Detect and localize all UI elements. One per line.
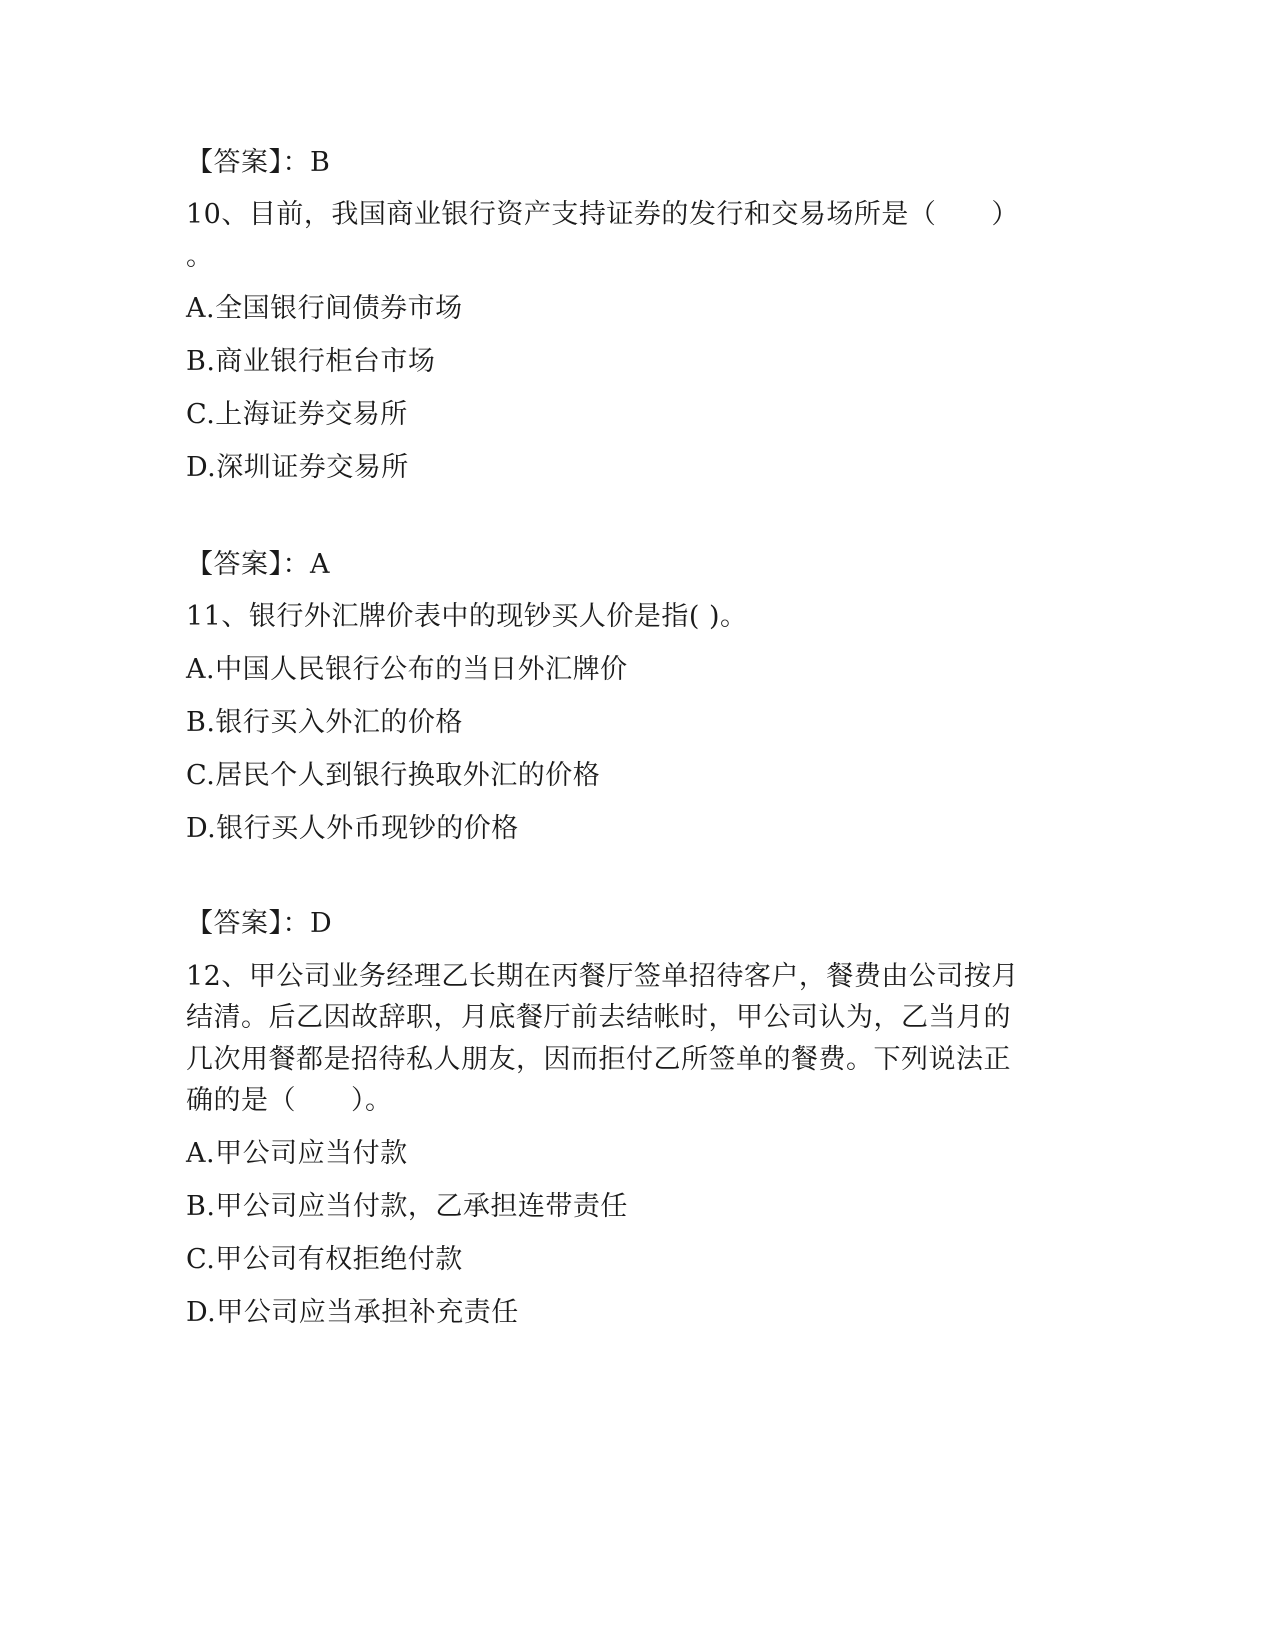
question-10-option-b: B.商业银行柜台市场 [186, 346, 436, 377]
question-11-answer: 【答案】：D [186, 908, 333, 939]
question-12-line-3: 几次用餐都是招待私人朋友，因而拒付乙所签单的餐费。下列说法正 [186, 1044, 1011, 1075]
question-10-option-c: C.上海证券交易所 [186, 399, 408, 430]
question-12-option-d: D.甲公司应当承担补充责任 [186, 1297, 519, 1328]
question-10-answer: 【答案】：A [186, 549, 330, 580]
question-10-option-d: D.深圳证券交易所 [186, 452, 409, 483]
question-10-line-1: 10、目前，我国商业银行资产支持证券的发行和交易场所是（ ） [186, 199, 1019, 230]
question-12-line-2: 结清。后乙因故辞职，月底餐厅前去结帐时，甲公司认为，乙当月的 [186, 1002, 1011, 1033]
question-12-option-b: B.甲公司应当付款，乙承担连带责任 [186, 1191, 628, 1222]
question-12-option-a: A.甲公司应当付款 [186, 1138, 408, 1169]
question-10-option-a: A.全国银行间债券市场 [186, 293, 463, 324]
question-11-option-a: A.中国人民银行公布的当日外汇牌价 [186, 654, 628, 685]
question-12-line-1: 12、甲公司业务经理乙长期在丙餐厅签单招待客户，餐费由公司按月 [186, 961, 1019, 992]
question-11-option-b: B.银行买入外汇的价格 [186, 707, 463, 738]
question-12-line-4: 确的是（ ）。 [186, 1085, 393, 1116]
question-11-option-c: C.居民个人到银行换取外汇的价格 [186, 760, 601, 791]
question-11-option-d: D.银行买人外币现钞的价格 [186, 813, 519, 844]
question-11-line-1: 11、银行外汇牌价表中的现钞买人价是指( )。 [186, 601, 748, 632]
question-10-line-2: 。 [186, 241, 214, 272]
question-12-option-c: C.甲公司有权拒绝付款 [186, 1244, 463, 1275]
answer-line: 【答案】：B [186, 147, 331, 178]
